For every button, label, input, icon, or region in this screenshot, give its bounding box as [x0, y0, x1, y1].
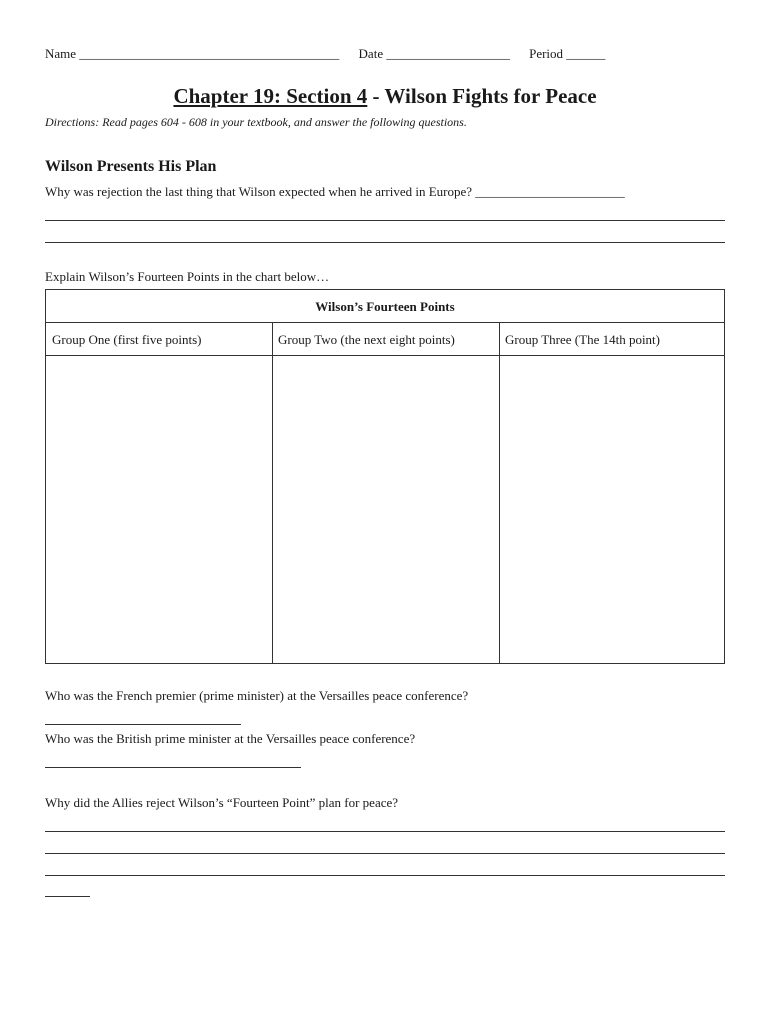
- period-field[interactable]: Period ______: [529, 46, 606, 61]
- question-2: Who was the French premier (prime minister) at the Versailles peace conference?: [45, 688, 469, 703]
- answer-cell-group-one[interactable]: [46, 356, 272, 663]
- section-heading: Wilson Presents His Plan: [45, 158, 217, 175]
- answer-line-3[interactable]: [45, 767, 301, 768]
- answer-line-2[interactable]: [45, 724, 241, 725]
- question-4: Why did the Allies reject Wilson’s “Fourteen Point” plan for peace?: [45, 795, 399, 810]
- answer-line-4c[interactable]: [45, 875, 725, 876]
- chart-title: Wilson’s Fourteen Points: [46, 290, 724, 323]
- answer-line-4b[interactable]: [45, 853, 725, 854]
- page-title: [0, 84, 770, 109]
- question-1: Why was rejection the last thing that Wilson expected when he arrived in Europe? _______________________: [45, 184, 625, 199]
- header-fields: [45, 46, 605, 62]
- date-field[interactable]: Date ___________________: [358, 46, 510, 61]
- directions: Directions: Read pages 604 - 608 in your textbook, and answer the following questions.: [45, 115, 467, 129]
- fourteen-points-chart: [45, 289, 725, 664]
- title-topic: - Wilson Fights for Peace: [367, 84, 597, 108]
- column-header-group-three: Group Three (The 14th point): [499, 323, 725, 356]
- question-3: Who was the British prime minister at the Versailles peace conference?: [45, 731, 416, 746]
- column-header-group-one: Group One (first five points): [46, 323, 272, 356]
- title-chapter: Chapter 19: Section 4: [173, 84, 368, 108]
- answer-line-1b[interactable]: [45, 242, 725, 243]
- answer-line-1a[interactable]: [45, 220, 725, 221]
- column-header-group-two: Group Two (the next eight points): [272, 323, 499, 356]
- name-field[interactable]: Name ________________________________________: [45, 46, 340, 61]
- answer-line-4a[interactable]: [45, 831, 725, 832]
- answer-line-4d[interactable]: [45, 896, 90, 897]
- chart-intro: Explain Wilson’s Fourteen Points in the chart below…: [45, 269, 330, 284]
- answer-cell-group-three[interactable]: [499, 356, 725, 663]
- answer-cell-group-two[interactable]: [272, 356, 499, 663]
